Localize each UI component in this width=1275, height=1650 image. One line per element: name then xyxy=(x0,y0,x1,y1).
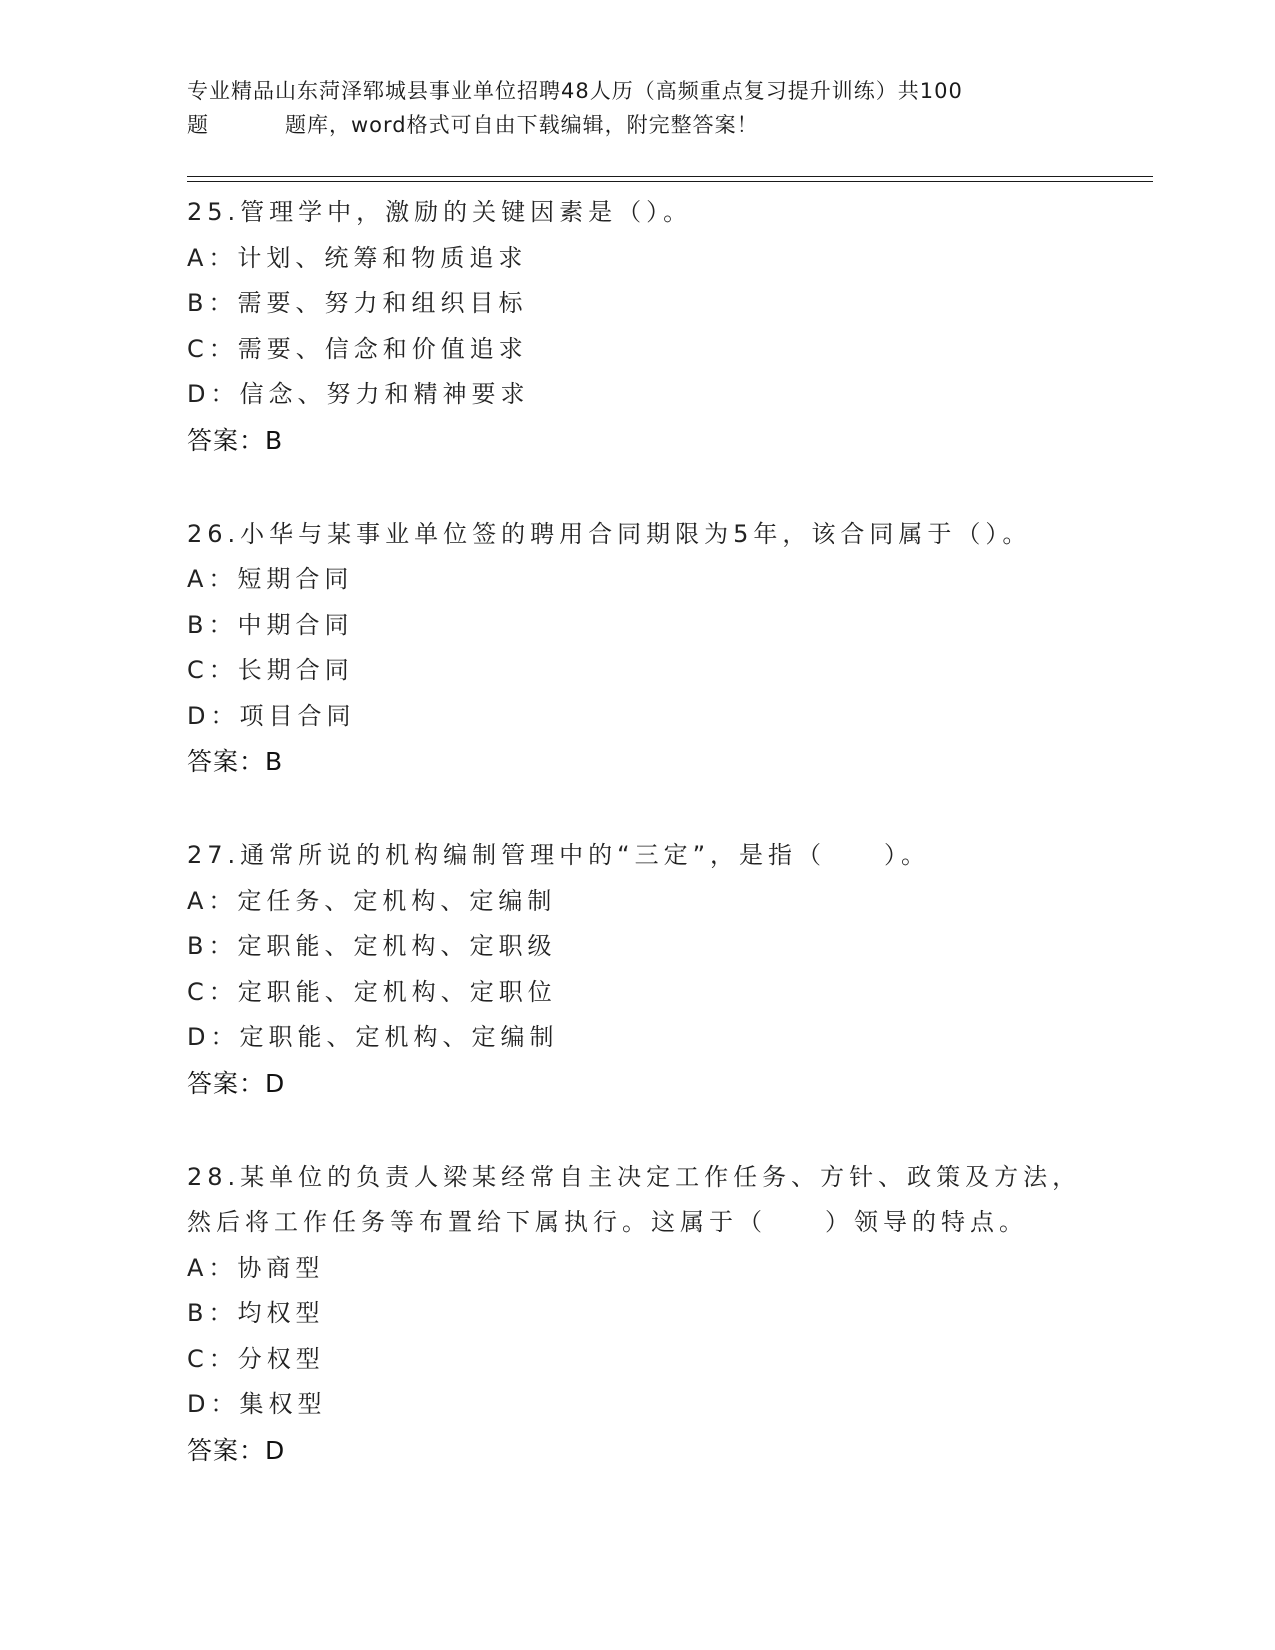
option-a: A：协商型 xyxy=(187,1253,325,1282)
answer-line: 答案：B xyxy=(187,747,284,776)
question-stem: 25.管理学中，激励的关键因素是（）。 xyxy=(187,198,693,226)
option-b: B：定职能、定机构、定职级 xyxy=(187,932,557,960)
option-d: D：定职能、定机构、定编制 xyxy=(187,1023,559,1051)
option-a: A：计划、统筹和物质追求 xyxy=(187,243,528,272)
option-a: A：短期合同 xyxy=(187,565,354,593)
answer-line: 答案：D xyxy=(187,1068,286,1098)
question-28 xyxy=(187,1155,1147,1474)
option-d: D：集权型 xyxy=(187,1390,327,1418)
document-header xyxy=(187,74,1087,142)
question-27 xyxy=(187,833,1147,1107)
question-stem: 27.通常所说的机构编制管理中的“三定”，是指（ ）。 xyxy=(187,841,931,869)
header-title-line: 专业精品山东菏泽郓城县事业单位招聘48人历（高频重点复习提升训练）共100 xyxy=(187,79,963,103)
header-subtitle-text: 题库，word格式可自由下载编辑，附完整答案！ xyxy=(285,113,759,137)
option-c: C：分权型 xyxy=(187,1344,325,1373)
answer-line: 答案：B xyxy=(187,425,284,455)
question-stem: 26.小华与某事业单位签的聘用合同期限为5年，该合同属于（）。 xyxy=(187,519,1032,548)
answer-line: 答案：D xyxy=(187,1435,286,1465)
option-c: C：需要、信念和价值追求 xyxy=(187,334,528,363)
option-d: D：项目合同 xyxy=(187,701,356,730)
option-b: B：需要、努力和组织目标 xyxy=(187,289,528,317)
option-d: D：信念、努力和精神要求 xyxy=(187,380,530,408)
option-b: B：均权型 xyxy=(187,1299,325,1327)
header-divider-bottom xyxy=(187,181,1153,182)
option-c: C：长期合同 xyxy=(187,656,354,684)
question-25 xyxy=(187,190,1147,464)
header-subtitle-prefix: 题 xyxy=(187,113,209,137)
option-c: C：定职能、定机构、定职位 xyxy=(187,977,557,1006)
header-subtitle-line xyxy=(187,108,1087,142)
option-b: B：中期合同 xyxy=(187,610,354,639)
question-list xyxy=(187,190,1147,1474)
question-stem: 28.某单位的负责人梁某经常自主决定工作任务、方针、政策及方法，然后将工作任务等布置给下属执行。这属于（ ）领导的特点。 xyxy=(187,1162,1082,1236)
header-divider-top xyxy=(187,176,1153,177)
option-a: A：定任务、定机构、定编制 xyxy=(187,886,557,915)
question-26 xyxy=(187,512,1147,786)
